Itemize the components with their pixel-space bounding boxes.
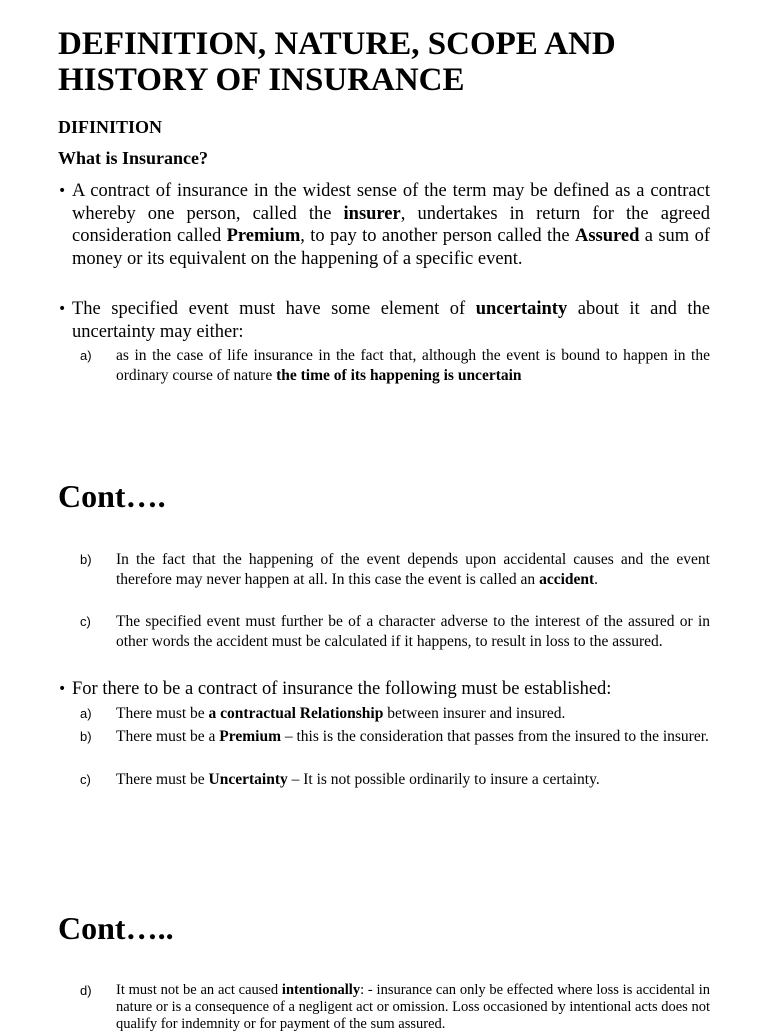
list-item-b-premium: b) There must be a Premium – this is the consideration that passes from the insured to the insurer. (80, 728, 709, 745)
cont-heading-1: Cont…. (58, 478, 166, 514)
bullet-icon: • (58, 301, 67, 317)
subheading: What is Insurance? (58, 148, 209, 168)
page-title: DEFINITION, NATURE, SCOPE AND HISTORY OF INSURANCE (58, 26, 616, 98)
list-item-c-uncertainty: c) There must be Uncertainty – It is not possible ordinarily to insure a certainty. (80, 771, 600, 788)
list-item-c-adverse: c) The specified event must further be of a character adverse to the interest of the assured or in other words the accident must be calculated if it happens, to result in loss to the assured. (80, 613, 710, 650)
section-heading: DIFINITION (58, 117, 163, 137)
bullet-icon: • (58, 681, 67, 697)
bullet-contract-requirements: • For there to be a contract of insurance the following must be established: (58, 679, 612, 699)
bullet-icon: • (58, 183, 67, 199)
cont-heading-2: Cont….. (58, 910, 174, 946)
bullet-definition: • A contract of insurance in the widest sense of the term may be defined as a contract whereby one person, called the insurer, undertakes in return for the agreed consideration called Premium, to pay to another person called the Assured a sum of money or its equivalent on the happening of a specific event. (58, 181, 710, 269)
list-item-d-intentional: d) It must not be an act caused intentionally: - insurance can only be effected where loss is accidental in nature or is a consequence of a negligent act or omission. Loss occasioned by intentional acts does not qualify for indemnity or for payment of the sum assured. (80, 982, 710, 1032)
list-item-a-life-insurance: a) as in the case of life insurance in the fact that, although the event is bound to happen in the ordinary course of nature the time of its happening is uncertain (80, 347, 710, 384)
list-item-b-accident: b) In the fact that the happening of the event depends upon accidental causes and the event therefore may never happen at all. In this case the event is called an accident. (80, 551, 710, 588)
list-item-a-relationship: a) There must be a contractual Relationship between insurer and insured. (80, 705, 566, 722)
bullet-uncertainty: • The specified event must have some element of uncertainty about it and the uncertainty may either: (58, 299, 711, 342)
